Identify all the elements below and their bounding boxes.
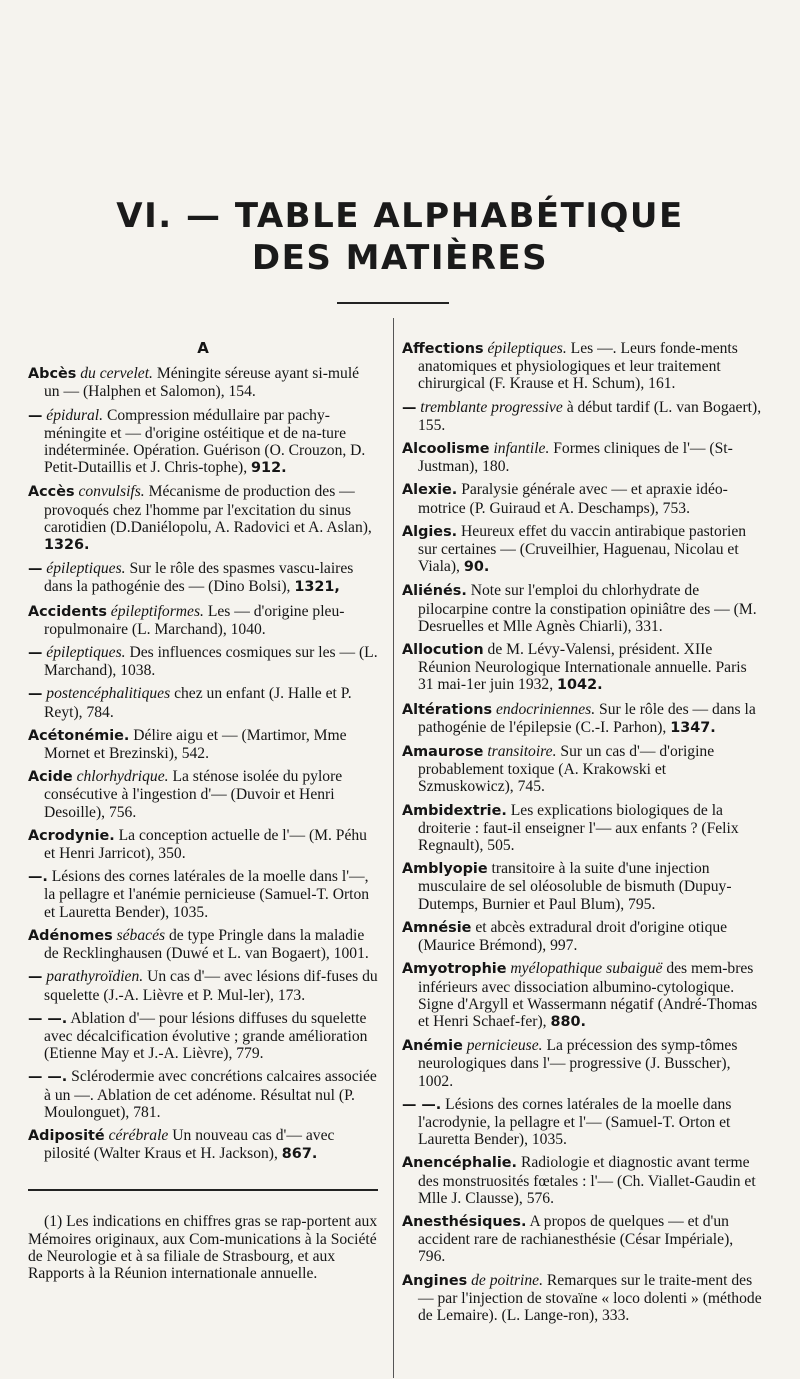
entry-text: de M. Lévy-Valensi, président. XIIe Réunion Neurologique Internationale annuelle. Paris 31 mai-1er juin 1932, bbox=[418, 641, 747, 694]
entry-text: Note sur l'emploi du chlorhydrate de pilocarpine contre la constipation opiniâtre des — (M. Desruelles et Mlle Agnès Chiarli), 331. bbox=[418, 582, 757, 635]
entry-keyword: Amblyopie bbox=[402, 861, 488, 878]
entry-text: A propos de quelques — et d'un accident rare de rachianesthésie (César Impériale), 796. bbox=[418, 1212, 734, 1266]
entry-keyword: Abcès bbox=[28, 366, 77, 383]
entry-keyword: Amaurose bbox=[402, 744, 484, 761]
entry-keyword: Accès bbox=[28, 484, 75, 501]
entry-text: Sclérodermie avec concrétions calcaires associée à un —. Ablation de cet adénome. Résultat nul (P. Moulonguet), 781. bbox=[44, 1068, 377, 1121]
entry-text: Sur un cas d'— d'origine probablement toxique (A. Krakowski et Szmuskowicz), 745. bbox=[418, 743, 715, 796]
entry-subheading: transitoire. bbox=[487, 743, 557, 761]
entry-keyword: Anémie bbox=[402, 1038, 463, 1055]
entry-subheading: infantile. bbox=[493, 440, 550, 458]
index-entry bbox=[402, 641, 764, 695]
index-entry bbox=[28, 407, 378, 478]
entry-text: Les explications biologiques de la droiterie : faut-il enseigner l'— aux enfants ? (Felix Regnault), 505. bbox=[418, 801, 739, 855]
entry-keyword: — bbox=[402, 399, 417, 416]
entry-subheading: cérébrale bbox=[108, 1126, 169, 1144]
entry-subheading: postencéphalitiques bbox=[46, 685, 171, 703]
entry-page-number: 1326. bbox=[44, 537, 90, 554]
entry-keyword: Angines bbox=[402, 1272, 468, 1289]
footnote-rule bbox=[28, 1189, 378, 1191]
page-title-line-2: DES MATIÈRES bbox=[251, 238, 549, 278]
index-entry bbox=[28, 685, 378, 720]
entry-keyword: Adiposité bbox=[28, 1127, 105, 1144]
entry-keyword: — bbox=[28, 969, 43, 986]
left-column bbox=[28, 340, 378, 1282]
entry-text: Délire aigu et — (Martimor, Mme Mornet et Brezinski), 542. bbox=[44, 726, 347, 763]
entry-text: Méningite séreuse ayant si-mulé un — (Halphen et Salomon), 154. bbox=[44, 365, 360, 401]
index-entry bbox=[28, 560, 378, 596]
index-entry bbox=[28, 927, 378, 962]
index-entry bbox=[402, 1037, 764, 1090]
index-entry bbox=[402, 1272, 764, 1325]
entry-text: Sur le rôle des — dans la pathogénie de l'épilepsie (C.-I. Parhon), bbox=[418, 700, 756, 736]
index-entry bbox=[28, 1068, 378, 1121]
entry-text: Les —. Leurs fonde-ments anatomiques et physiologiques et leur traitement chirurgical (F. Krause et H. Schum), 161. bbox=[418, 340, 738, 393]
entry-keyword: Ambidextrie. bbox=[402, 802, 507, 819]
entry-keyword: Affections bbox=[402, 341, 484, 357]
entry-text: Radiologie et diagnostic avant terme des monstruosités fœtales : l'— (Ch. Viallet-Gaudin et Mlle J. Clausse), 576. bbox=[418, 1154, 756, 1207]
entry-page-number: 90. bbox=[463, 559, 490, 576]
index-entry bbox=[28, 968, 378, 1003]
entry-keyword: — bbox=[28, 407, 43, 424]
entry-keyword: — bbox=[28, 561, 43, 578]
entry-page-number: 1347. bbox=[670, 719, 716, 736]
entry-keyword: Acrodynie. bbox=[28, 827, 115, 844]
title-rule bbox=[337, 302, 449, 304]
entry-subheading: parathyroïdien. bbox=[46, 968, 144, 986]
index-entry bbox=[28, 1010, 378, 1063]
index-entry bbox=[402, 340, 764, 393]
index-entry bbox=[402, 1096, 764, 1149]
right-column bbox=[402, 340, 764, 1330]
entry-text: La sténose isolée du pylore consécutive à l'ingestion d'— (Duvoir et Henri Desoille), 756. bbox=[44, 768, 343, 821]
entry-keyword: Amnésie bbox=[402, 919, 472, 936]
entry-text: Les — d'origine pleu-ropulmonaire (L. Marchand), 1040. bbox=[44, 602, 345, 638]
index-entry bbox=[28, 727, 378, 762]
index-entry bbox=[402, 399, 764, 434]
entry-keyword: Algies. bbox=[402, 523, 458, 540]
entry-keyword: Anesthésiques. bbox=[402, 1213, 527, 1230]
index-entry bbox=[402, 582, 764, 635]
entry-keyword: — —. bbox=[28, 1010, 68, 1027]
index-entry bbox=[402, 1213, 764, 1266]
entry-text: Lésions des cornes latérales de la moelle dans l'—, la pellagre et l'anémie pernicieuse (Samuel-T. Orton et Lauretta Bender), 1035. bbox=[44, 868, 370, 921]
entry-keyword: Alcoolisme bbox=[402, 441, 490, 458]
entry-page-number: 880. bbox=[550, 1013, 586, 1030]
entry-page-number: 867. bbox=[281, 1146, 318, 1163]
entry-text: Lésions des cornes latérales de la moelle dans l'acrodynie, la pellagre et l'— (Samuel-T. Orton et Lauretta Bender), 1035. bbox=[418, 1095, 732, 1149]
index-entry bbox=[28, 365, 378, 400]
entry-text: à début tardif (L. van Bogaert), 155. bbox=[418, 398, 762, 434]
entry-keyword: Acétonémie. bbox=[28, 727, 130, 744]
entry-keyword: Acide bbox=[28, 769, 73, 786]
index-entry bbox=[28, 868, 378, 921]
entry-subheading: épileptiques. bbox=[46, 560, 126, 578]
section-letter: A bbox=[197, 339, 209, 357]
entry-subheading: myélopathique subaiguë bbox=[510, 960, 663, 978]
index-entry bbox=[28, 1127, 378, 1163]
index-entry bbox=[28, 603, 378, 638]
entry-text: La précession des symp-tômes neurologiques dans l'— progressive (J. Busscher), 1002. bbox=[418, 1037, 738, 1090]
entry-page-number: 1321, bbox=[294, 579, 340, 596]
entry-subheading: de poitrine. bbox=[471, 1271, 543, 1289]
right-entry-list bbox=[402, 340, 764, 1324]
entry-text: de type Pringle dans la maladie de Recklinghausen (Duwé et L. van Bogaert), 1001. bbox=[44, 926, 369, 963]
entry-keyword: — bbox=[28, 645, 43, 662]
index-entry bbox=[28, 644, 378, 679]
entry-subheading: sébacés bbox=[116, 926, 166, 944]
entry-text: Paralysie générale avec — et apraxie idéo-motrice (P. Guiraud et A. Deschamps), 753. bbox=[418, 481, 728, 517]
entry-text: chez un enfant (J. Halle et P. Reyt), 784. bbox=[44, 685, 352, 721]
entry-text: Un nouveau cas d'— avec pilosité (Walter Kraus et H. Jackson), bbox=[44, 1126, 335, 1163]
entry-subheading: épidural. bbox=[46, 406, 104, 424]
index-entry bbox=[402, 860, 764, 913]
entry-subheading: épileptiques. bbox=[487, 340, 567, 357]
left-entry-list bbox=[28, 365, 378, 1163]
entry-subheading: chlorhydrique. bbox=[76, 768, 169, 786]
column-divider bbox=[393, 318, 394, 1378]
entry-keyword: Adénomes bbox=[28, 927, 113, 944]
index-entry bbox=[402, 919, 764, 954]
index-entry bbox=[28, 768, 378, 821]
index-entry bbox=[402, 701, 764, 737]
entry-text: Sur le rôle des spasmes vascu-laires dans la pathogénie des — (Dino Bolsi), bbox=[44, 560, 354, 596]
index-entry bbox=[402, 960, 764, 1031]
index-entry bbox=[28, 483, 378, 554]
index-entry bbox=[28, 827, 378, 862]
entry-page-number: 912. bbox=[251, 460, 287, 477]
entry-subheading: tremblante progressive bbox=[420, 398, 563, 416]
index-entry bbox=[402, 1154, 764, 1207]
entry-text: Compression médullaire par pachy-méningite et — d'origine ostéitique et de na-ture indéterminée. Opération. Guérison (O. Crouzon, D. Petit-Dutaillis et J. Chris-tophe), bbox=[44, 406, 366, 477]
entry-text: Ablation d'— pour lésions diffuses du squelette avec décalcification évolutive ; grande amélioration (Etienne May et J.-A. Lièvre), 779. bbox=[44, 1009, 368, 1063]
entry-text: transitoire à la suite d'une injection musculaire de sel oléosoluble de bismuth (Dupuy-Dutemps, Burnier et Paul Blum), 795. bbox=[418, 860, 732, 913]
entry-keyword: — —. bbox=[402, 1096, 442, 1113]
entry-keyword: Amyotrophie bbox=[402, 961, 507, 978]
entry-text: Un cas d'— avec lésions dif-fuses du squelette (J.-A. Lièvre et P. Mul-ler), 173. bbox=[44, 968, 378, 1004]
entry-subheading: pernicieuse. bbox=[466, 1037, 543, 1055]
entry-page-number: 1042. bbox=[557, 677, 603, 694]
page-title-line-1: VI. — TABLE ALPHABÉTIQUE bbox=[116, 196, 684, 236]
entry-text: La conception actuelle de l'— (M. Péhu et Henri Jarricot), 350. bbox=[44, 826, 367, 863]
entry-keyword: Anencéphalie. bbox=[402, 1155, 518, 1172]
entry-text: Des influences cosmiques sur les — (L. Marchand), 1038. bbox=[44, 644, 378, 680]
entry-keyword: — bbox=[28, 686, 43, 703]
index-entry bbox=[402, 802, 764, 855]
index-entry bbox=[402, 481, 764, 516]
index-entry bbox=[402, 440, 764, 475]
entry-subheading: endocriniennes. bbox=[495, 700, 596, 718]
entry-text: Heureux effet du vaccin antirabique pastorien sur certaines — (Cruveilhier, Haguenau, Nicolau et Viala), bbox=[418, 522, 747, 576]
entry-keyword: Aliénés. bbox=[402, 583, 467, 600]
entry-subheading: convulsifs. bbox=[78, 483, 145, 501]
entry-subheading: épileptiformes. bbox=[110, 602, 204, 620]
index-entry bbox=[402, 743, 764, 796]
entry-keyword: Alexie. bbox=[402, 482, 458, 499]
entry-keyword: —. bbox=[28, 869, 48, 886]
entry-keyword: Allocution bbox=[402, 642, 484, 659]
entry-subheading: du cervelet. bbox=[80, 365, 153, 383]
entry-keyword: Altérations bbox=[402, 701, 493, 718]
entry-text: Mécanisme de production des — provoqués chez l'homme par l'excitation du sinus carotidien (D.Daniélopolu, A. Radovici et A. Aslan), bbox=[44, 483, 372, 536]
entry-subheading: épileptiques. bbox=[46, 644, 126, 662]
entry-text: Remarques sur le traite-ment des — par l'injection de stovaïne « loco dolenti » (méthode de Lemaire). (L. Lange-ron), 333. bbox=[418, 1271, 762, 1324]
index-entry bbox=[402, 523, 764, 577]
entry-text: et abcès extradural droit d'origine otique (Maurice Brémond), 997. bbox=[418, 918, 728, 955]
entry-text: Formes cliniques de l'— (St-Justman), 180. bbox=[418, 440, 733, 476]
entry-text: des mem-bres inférieurs avec dissociation albumino-cytologique. Signe d'Argyll et Wassermann négatif (André-Thomas et Henri Schaef-fer), bbox=[418, 960, 758, 1030]
entry-keyword: Accidents bbox=[28, 603, 107, 620]
footnote: (1) Les indications en chiffres gras se rap-portent aux Mémoires originaux, aux Com-munications à la Société de Neurologie et à sa filiale de Strasbourg, et aux Rapports à la Réunion internationale annuelle. bbox=[28, 1213, 378, 1282]
entry-keyword: — —. bbox=[28, 1069, 68, 1086]
